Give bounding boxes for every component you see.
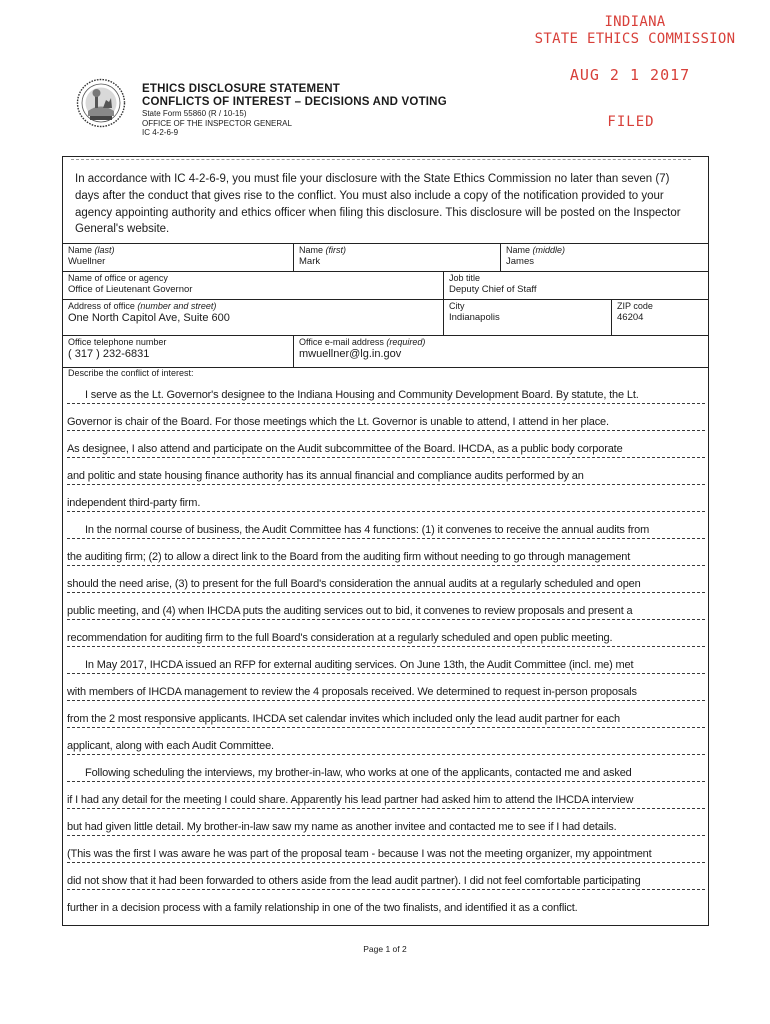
zip-value: 46204 bbox=[617, 312, 644, 323]
name-first-value: Mark bbox=[299, 256, 321, 267]
page-number: Page 1 of 2 bbox=[363, 944, 407, 954]
stamp-date: AUG 2 1 2017 bbox=[569, 66, 691, 84]
description-line: Governor is chair of the Board. For those meetings which the Lt. Governor is unable to attend, I attend in her place. bbox=[67, 404, 705, 431]
description-line: and politic and state housing finance authority has its annual financial and compliance audits performed by an bbox=[67, 458, 705, 485]
statute-reference: IC 4-2-6-9 bbox=[142, 128, 179, 137]
city-cell[interactable] bbox=[443, 299, 611, 335]
form-number: State Form 55860 (R / 10-15) bbox=[142, 109, 247, 118]
description-line: the auditing firm; (2) to allow a direct link to the Board from the auditing firm without needing to go through management bbox=[67, 539, 705, 566]
office-value: Office of Lieutenant Governor bbox=[68, 284, 193, 295]
name-last-label: Name bbox=[68, 245, 93, 255]
description-line: In the normal course of business, the Audit Committee has 4 functions: (1) it convenes to receive the annual audits from bbox=[67, 512, 705, 539]
name-first-hint: (first) bbox=[325, 245, 347, 255]
description-line: with members of IHCDA management to review the 4 proposals received. We determined to request in-person proposals bbox=[67, 674, 705, 701]
conflict-description[interactable] bbox=[67, 377, 705, 917]
name-first-cell[interactable] bbox=[293, 243, 500, 271]
describe-label: Describe the conflict of interest: bbox=[68, 368, 194, 378]
zip-label: ZIP code bbox=[617, 301, 653, 311]
job-title-label: Job title bbox=[449, 273, 481, 283]
description-line: I serve as the Lt. Governor's designee to the Indiana Housing and Community Development Board. By statute, the Lt. bbox=[67, 377, 705, 404]
job-title-cell[interactable] bbox=[443, 271, 708, 299]
description-line: but had given little detail. My brother-in-law saw my name as another invitee and contacted me to see if I had details. bbox=[67, 809, 705, 836]
description-line: In May 2017, IHCDA issued an RFP for external auditing services. On June 13th, the Audit Committee (incl. me) met bbox=[67, 647, 705, 674]
stamp-line-2: STATE ETHICS COMMISSION bbox=[534, 31, 736, 47]
name-last-cell[interactable] bbox=[63, 243, 293, 271]
disclosure-form bbox=[62, 156, 709, 926]
description-line: Following scheduling the interviews, my brother-in-law, who works at one of the applicants, contacted me and asked bbox=[67, 755, 705, 782]
office-cell[interactable] bbox=[63, 271, 443, 299]
phone-label: Office telephone number bbox=[68, 337, 167, 347]
description-line: applicant, along with each Audit Committee. bbox=[67, 728, 705, 755]
address-hint: (number and street) bbox=[137, 301, 217, 311]
city-value: Indianapolis bbox=[449, 312, 500, 323]
email-hint: (required) bbox=[386, 337, 426, 347]
phone-value: ( 317 ) 232-6831 bbox=[68, 348, 150, 360]
email-cell[interactable] bbox=[293, 335, 708, 367]
city-label: City bbox=[449, 301, 465, 311]
description-line: from the 2 most responsive applicants. IHCDA set calendar invites which included only the lead audit partner for each bbox=[67, 701, 705, 728]
phone-cell[interactable] bbox=[63, 335, 293, 367]
form-title: ETHICS DISCLOSURE STATEMENT bbox=[142, 83, 340, 95]
name-middle-label: Name bbox=[506, 245, 531, 255]
description-line: recommendation for auditing firm to the full Board's consideration at a regularly scheduled and open public meeting. bbox=[67, 620, 705, 647]
name-middle-cell[interactable] bbox=[500, 243, 708, 271]
email-label: Office e-mail address bbox=[299, 337, 384, 347]
description-line: should the need arise, (3) to present for the full Board's consideration the annual audits at a regularly scheduled and open bbox=[67, 566, 705, 593]
form-header bbox=[142, 83, 447, 138]
job-title-value: Deputy Chief of Staff bbox=[449, 284, 537, 295]
office-label: Name of office or agency bbox=[68, 273, 168, 283]
stamp-line-1: INDIANA bbox=[604, 14, 666, 30]
name-last-hint: (last) bbox=[94, 245, 115, 255]
description-line: did not show that it had been forwarded to others aside from the lead audit partner). I did not feel comfortable participating bbox=[67, 863, 705, 890]
description-line: public meeting, and (4) when IHCDA puts the auditing services out to bid, it convenes to review proposals and present a bbox=[67, 593, 705, 620]
description-line: As designee, I also attend and participate on the Audit subcommittee of the Board. IHCDA, as a public body corporate bbox=[67, 431, 705, 458]
top-rule bbox=[71, 159, 691, 160]
description-line: further in a decision process with a family relationship in one of the two finalists, and identified it as a conflict. bbox=[67, 902, 578, 914]
zip-cell[interactable] bbox=[611, 299, 708, 335]
address-value: One North Capitol Ave, Suite 600 bbox=[68, 312, 230, 324]
email-value: mwuellner@lg.in.gov bbox=[299, 348, 402, 360]
state-seal-icon bbox=[76, 78, 126, 128]
form-subtitle: CONFLICTS OF INTEREST – DECISIONS AND VOTING bbox=[142, 96, 447, 108]
name-middle-hint: (middle) bbox=[532, 245, 566, 255]
description-line: (This was the first I was aware he was part of the proposal team - because I was not the meeting organizer, my appointment bbox=[67, 836, 705, 863]
name-first-label: Name bbox=[299, 245, 324, 255]
address-cell[interactable] bbox=[63, 299, 443, 335]
description-line: if I had any detail for the meeting I could share. Apparently his lead partner had asked him to attend the IHCDA interview bbox=[67, 782, 705, 809]
description-line: independent third-party firm. bbox=[67, 485, 705, 512]
address-label: Address of office bbox=[68, 301, 135, 311]
stamp-filed: FILED bbox=[607, 114, 655, 130]
issuing-office: OFFICE OF THE INSPECTOR GENERAL bbox=[142, 118, 292, 128]
received-stamp bbox=[520, 14, 750, 48]
instructions-paragraph: In accordance with IC 4-2-6-9, you must file your disclosure with the State Ethics Commission no later than seven (7) days after the conduct that gives rise to the conflict. You must also include a copy of the notification provided to your agency appointing authority and ethics officer when filing this disclosure. This disclosure will be posted on the Inspector General's website. bbox=[75, 173, 681, 236]
name-middle-value: James bbox=[506, 256, 534, 267]
name-last-value: Wuellner bbox=[68, 256, 106, 267]
